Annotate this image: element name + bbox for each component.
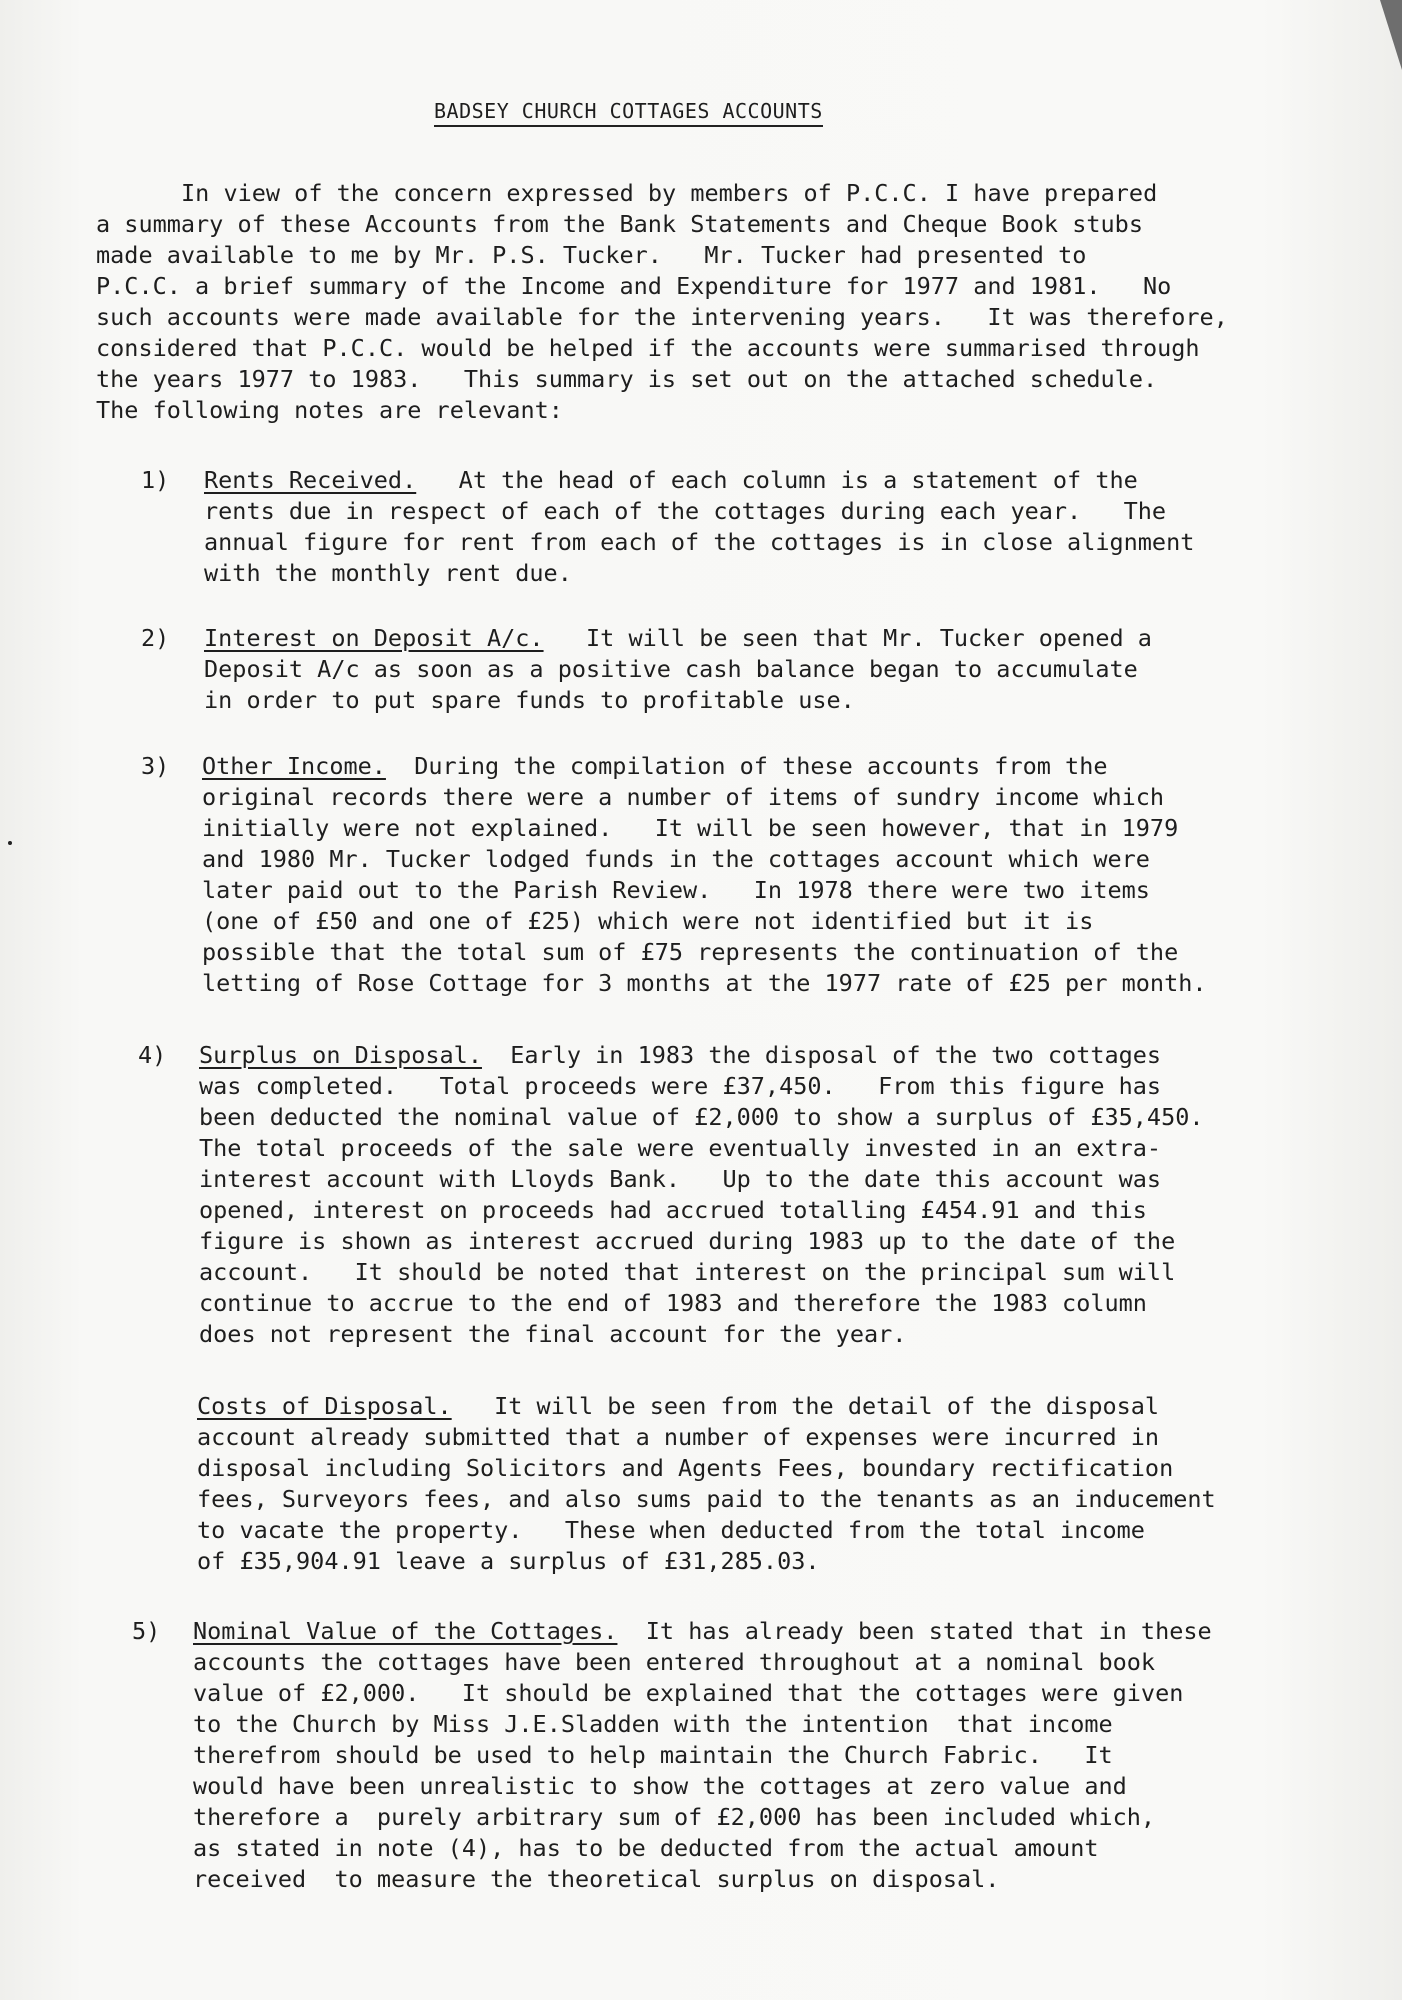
- note-line: possible that the total sum of £75 represents the continuation of the: [202, 938, 1179, 966]
- note-heading: Nominal Value of the Cottages.: [193, 1617, 618, 1645]
- note-line: rents due in respect of each of the cottages during each year. The: [204, 497, 1167, 525]
- intro-line: P.C.C. a brief summary of the Income and Expenditure for 1977 and 1981. No: [96, 272, 1172, 300]
- intro-line: In view of the concern expressed by members of P.C.C. I have prepared: [181, 179, 1158, 207]
- note-line: fees, Surveyors fees, and also sums paid to the tenants as an inducement: [197, 1485, 1216, 1513]
- note-line: would have been unrealistic to show the cottages at zero value and: [193, 1772, 1127, 1800]
- intro-line: The following notes are relevant:: [96, 396, 563, 424]
- note-line: with the monthly rent due.: [204, 559, 572, 587]
- punch-mark: [8, 841, 12, 845]
- note-line: continue to accrue to the end of 1983 and therefore the 1983 column: [199, 1289, 1147, 1317]
- note-text: At the head of each column is a statement of the: [416, 466, 1138, 494]
- note-text: Early in 1983 the disposal of the two cottages: [481, 1041, 1162, 1069]
- folded-corner: [1380, 0, 1402, 70]
- note-line: account. It should be noted that interest on the principal sum will: [199, 1258, 1176, 1286]
- note-line: later paid out to the Parish Review. In 1978 there were two items: [202, 876, 1150, 904]
- note-line: opened, interest on proceeds had accrued totalling £454.91 and this: [199, 1196, 1147, 1224]
- intro-line: such accounts were made available for the intervening years. It was therefore,: [96, 303, 1228, 331]
- note-number: 2): [141, 624, 170, 652]
- note-line: therefore a purely arbitrary sum of £2,000 has been included which,: [193, 1803, 1156, 1831]
- note-line: annual figure for rent from each of the cottages is in close alignment: [204, 528, 1195, 556]
- note-line: was completed. Total proceeds were £37,450. From this figure has: [199, 1072, 1162, 1100]
- intro-line: a summary of these Accounts from the Bank Statements and Cheque Book stubs: [96, 210, 1143, 238]
- note-first-line: [193, 1616, 1212, 1647]
- note-line: The total proceeds of the sale were eventually invested in an extra-: [199, 1134, 1162, 1162]
- note-heading: Surplus on Disposal.: [199, 1041, 482, 1069]
- note-line: received to measure the theoretical surplus on disposal.: [193, 1865, 1000, 1893]
- note-heading: Rents Received.: [204, 466, 417, 494]
- note-text: It will be seen from the detail of the disposal: [451, 1392, 1160, 1420]
- note-text: It will be seen that Mr. Tucker opened a: [543, 624, 1152, 652]
- note-line: as stated in note (4), has to be deducted from the actual amount: [193, 1834, 1099, 1862]
- note-heading: Other Income.: [202, 752, 386, 780]
- note-line: figure is shown as interest accrued during 1983 up to the date of the: [199, 1227, 1176, 1255]
- note-line: value of £2,000. It should be explained that the cottages were given: [193, 1679, 1184, 1707]
- note-number: 3): [141, 752, 170, 780]
- note-first-line: [202, 751, 1108, 782]
- note-line: accounts the cottages have been entered throughout at a nominal book: [193, 1648, 1156, 1676]
- note-line: to vacate the property. These when deducted from the total income: [197, 1516, 1145, 1544]
- note-first-line: [197, 1391, 1159, 1422]
- note-number: 5): [132, 1617, 161, 1645]
- note-line: therefrom should be used to help maintain the Church Fabric. It: [193, 1741, 1113, 1769]
- note-first-line: [204, 623, 1152, 654]
- note-number: 4): [138, 1041, 167, 1069]
- note-line: (one of £50 and one of £25) which were not identified but it is: [202, 907, 1094, 935]
- note-line: and 1980 Mr. Tucker lodged funds in the cottages account which were: [202, 845, 1150, 873]
- note-line: letting of Rose Cottage for 3 months at the 1977 rate of £25 per month.: [202, 969, 1207, 997]
- note-line: in order to put spare funds to profitable use.: [204, 686, 855, 714]
- note-line: interest account with Lloyds Bank. Up to the date this account was: [199, 1165, 1162, 1193]
- intro-line: made available to me by Mr. P.S. Tucker. Mr. Tucker had presented to: [96, 241, 1087, 269]
- note-number: 1): [141, 466, 170, 494]
- note-line: of £35,904.91 leave a surplus of £31,285.03.: [197, 1547, 820, 1575]
- note-line: does not represent the final account for the year.: [199, 1320, 907, 1348]
- note-line: original records there were a number of items of sundry income which: [202, 783, 1165, 811]
- note-line: been deducted the nominal value of £2,000 to show a surplus of £35,450.: [199, 1103, 1204, 1131]
- intro-line: considered that P.C.C. would be helped if the accounts were summarised through: [96, 334, 1200, 362]
- note-line: disposal including Solicitors and Agents Fees, boundary rectification: [197, 1454, 1174, 1482]
- note-line: to the Church by Miss J.E.Sladden with the intention that income: [193, 1710, 1113, 1738]
- note-first-line: [204, 465, 1138, 496]
- note-line: Deposit A/c as soon as a positive cash balance began to accumulate: [204, 655, 1138, 683]
- document-title: BADSEY CHURCH COTTAGES ACCOUNTS: [434, 99, 823, 127]
- note-heading: Interest on Deposit A/c.: [204, 624, 544, 652]
- note-line: initially were not explained. It will be seen however, that in 1979: [202, 814, 1179, 842]
- note-line: account already submitted that a number of expenses were incurred in: [197, 1423, 1160, 1451]
- note-first-line: [199, 1040, 1161, 1071]
- note-text: During the compilation of these accounts from the: [385, 752, 1108, 780]
- intro-line: the years 1977 to 1983. This summary is set out on the attached schedule.: [96, 365, 1158, 393]
- note-heading: Costs of Disposal.: [197, 1392, 452, 1420]
- note-text: It has already been stated that in these: [617, 1617, 1212, 1645]
